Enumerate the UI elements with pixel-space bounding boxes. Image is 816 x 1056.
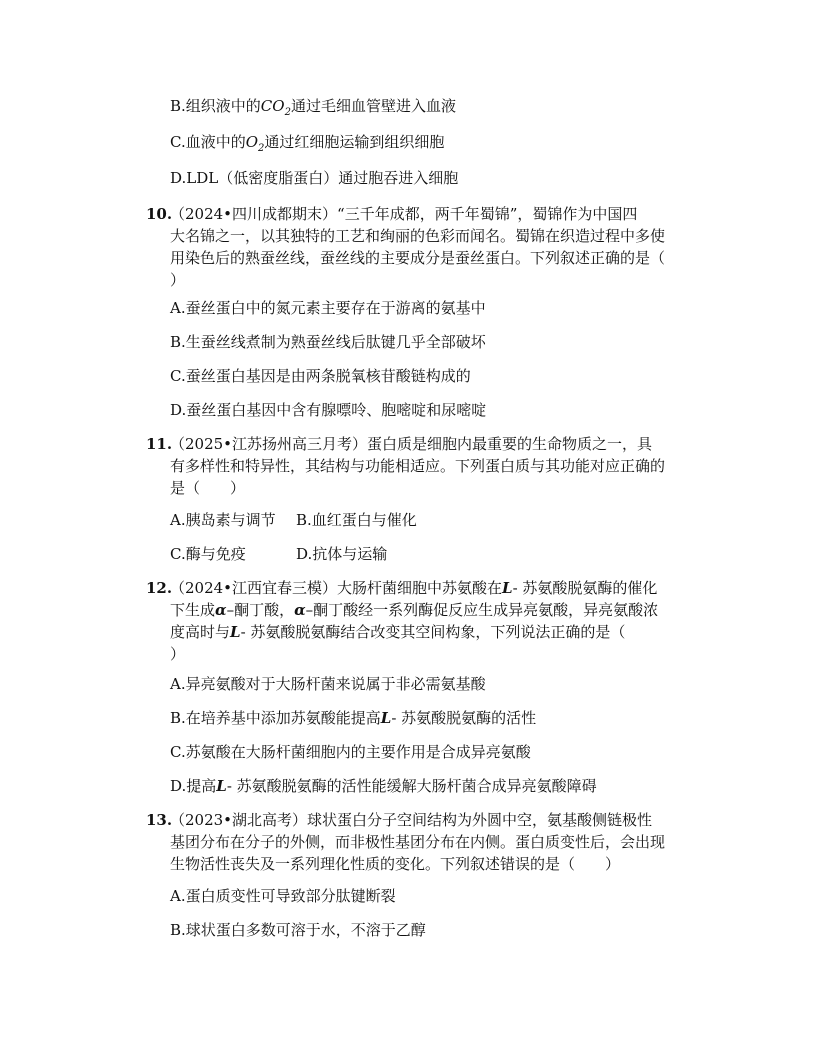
q12-stem-line-2: 下生成α–酮丁酸，α–酮丁酸经一系列酶促反应生成异亮氨酸，异亮氨酸浓 (170, 601, 659, 619)
q13-option-a: A.蛋白质变性可导致部分肽键断裂 (170, 887, 396, 905)
q10-option-b: B.生蚕丝线煮制为熟蚕丝线后肽键几乎全部破坏 (170, 333, 486, 351)
q13-stem-line-2: 基团分布在分子的外侧，而非极性基团分布在内侧。蛋白质变性后，会出现 (170, 833, 666, 851)
q9-option-c: C.血液中的$O_2$通过红细胞运输到组织细胞 (170, 133, 445, 154)
q11-stem-line-3: 是（ ） (170, 479, 246, 497)
q12-stem-line-4: ） (170, 645, 186, 663)
q11-option-c: C.酶与免疫 (170, 545, 246, 563)
q10-stem-line-2: 大名锦之一，以其独特的工艺和绚丽的色彩而闻名。蜀锦在织造过程中多使 (170, 227, 666, 245)
q12-stem-line-1: （2024•江西宜春三模）大肠杆菌细胞中苏氨酸在L- 苏氨酸脱氨酶的催化 (170, 579, 658, 597)
co2-formula: $CO_2$ (260, 97, 291, 118)
q11-stem-line-2: 有多样性和特异性，其结构与功能相适应。下列蛋白质与其功能对应正确的 (170, 457, 666, 475)
q12-stem-line-3: 度高时与L- 苏氨酸脱氨酶结合改变其空间构象，下列说法正确的是（ (170, 623, 626, 641)
q11-number: 11. (146, 435, 173, 453)
q12-number: 12. (146, 579, 173, 597)
q13-option-b: B.球状蛋白多数可溶于水，不溶于乙醇 (170, 921, 426, 939)
q11-option-d: D.抗体与运输 (296, 545, 388, 563)
q11-option-a: A.胰岛素与调节 (170, 511, 276, 529)
q10-number: 10. (146, 205, 173, 223)
q9-option-b: B.组织液中的$CO_2$通过毛细血管壁进入血液 (170, 97, 456, 118)
q10-option-c: C.蚕丝蛋白基因是由两条脱氧核苷酸链构成的 (170, 367, 471, 385)
q12-option-a: A.异亮氨酸对于大肠杆菌来说属于非必需氨基酸 (170, 675, 486, 693)
o2-formula: $O_2$ (245, 133, 265, 154)
q13-stem-line-3: 生物活性丧失及一系列理化性质的变化。下列叙述错误的是（ ） (170, 855, 621, 873)
q13-stem-line-1: （2023•湖北高考）球状蛋白分子空间结构为外圆中空，氨基酸侧链极性 (170, 811, 653, 829)
q13-number: 13. (146, 811, 173, 829)
q10-stem-line-4: ） (170, 271, 186, 289)
q10-option-d: D.蚕丝蛋白基因中含有腺嘌呤、胞嘧啶和尿嘧啶 (170, 401, 487, 419)
q11-option-b: B.血红蛋白与催化 (296, 511, 417, 529)
q12-option-b: B.在培养基中添加苏氨酸能提高L- 苏氨酸脱氨酶的活性 (170, 709, 537, 727)
q12-option-c: C.苏氨酸在大肠杆菌细胞内的主要作用是合成异亮氨酸 (170, 743, 531, 761)
q10-stem-line-1: （2024•四川成都期末）“三千年成都，两千年蜀锦”，蜀锦作为中国四 (170, 205, 638, 223)
q9-option-d: D.LDL（低密度脂蛋白）通过胞吞进入细胞 (170, 169, 459, 187)
q11-stem-line-1: （2025•江苏扬州高三月考）蛋白质是细胞内最重要的生命物质之一，具 (170, 435, 653, 453)
q12-option-d: D.提高L- 苏氨酸脱氨酶的活性能缓解大肠杆菌合成异亮氨酸障碍 (170, 777, 597, 795)
q10-stem-line-3: 用染色后的熟蚕丝线，蚕丝线的主要成分是蚕丝蛋白。下列叙述正确的是（ (170, 249, 666, 267)
q10-option-a: A.蚕丝蛋白中的氮元素主要存在于游离的氨基中 (170, 299, 486, 317)
